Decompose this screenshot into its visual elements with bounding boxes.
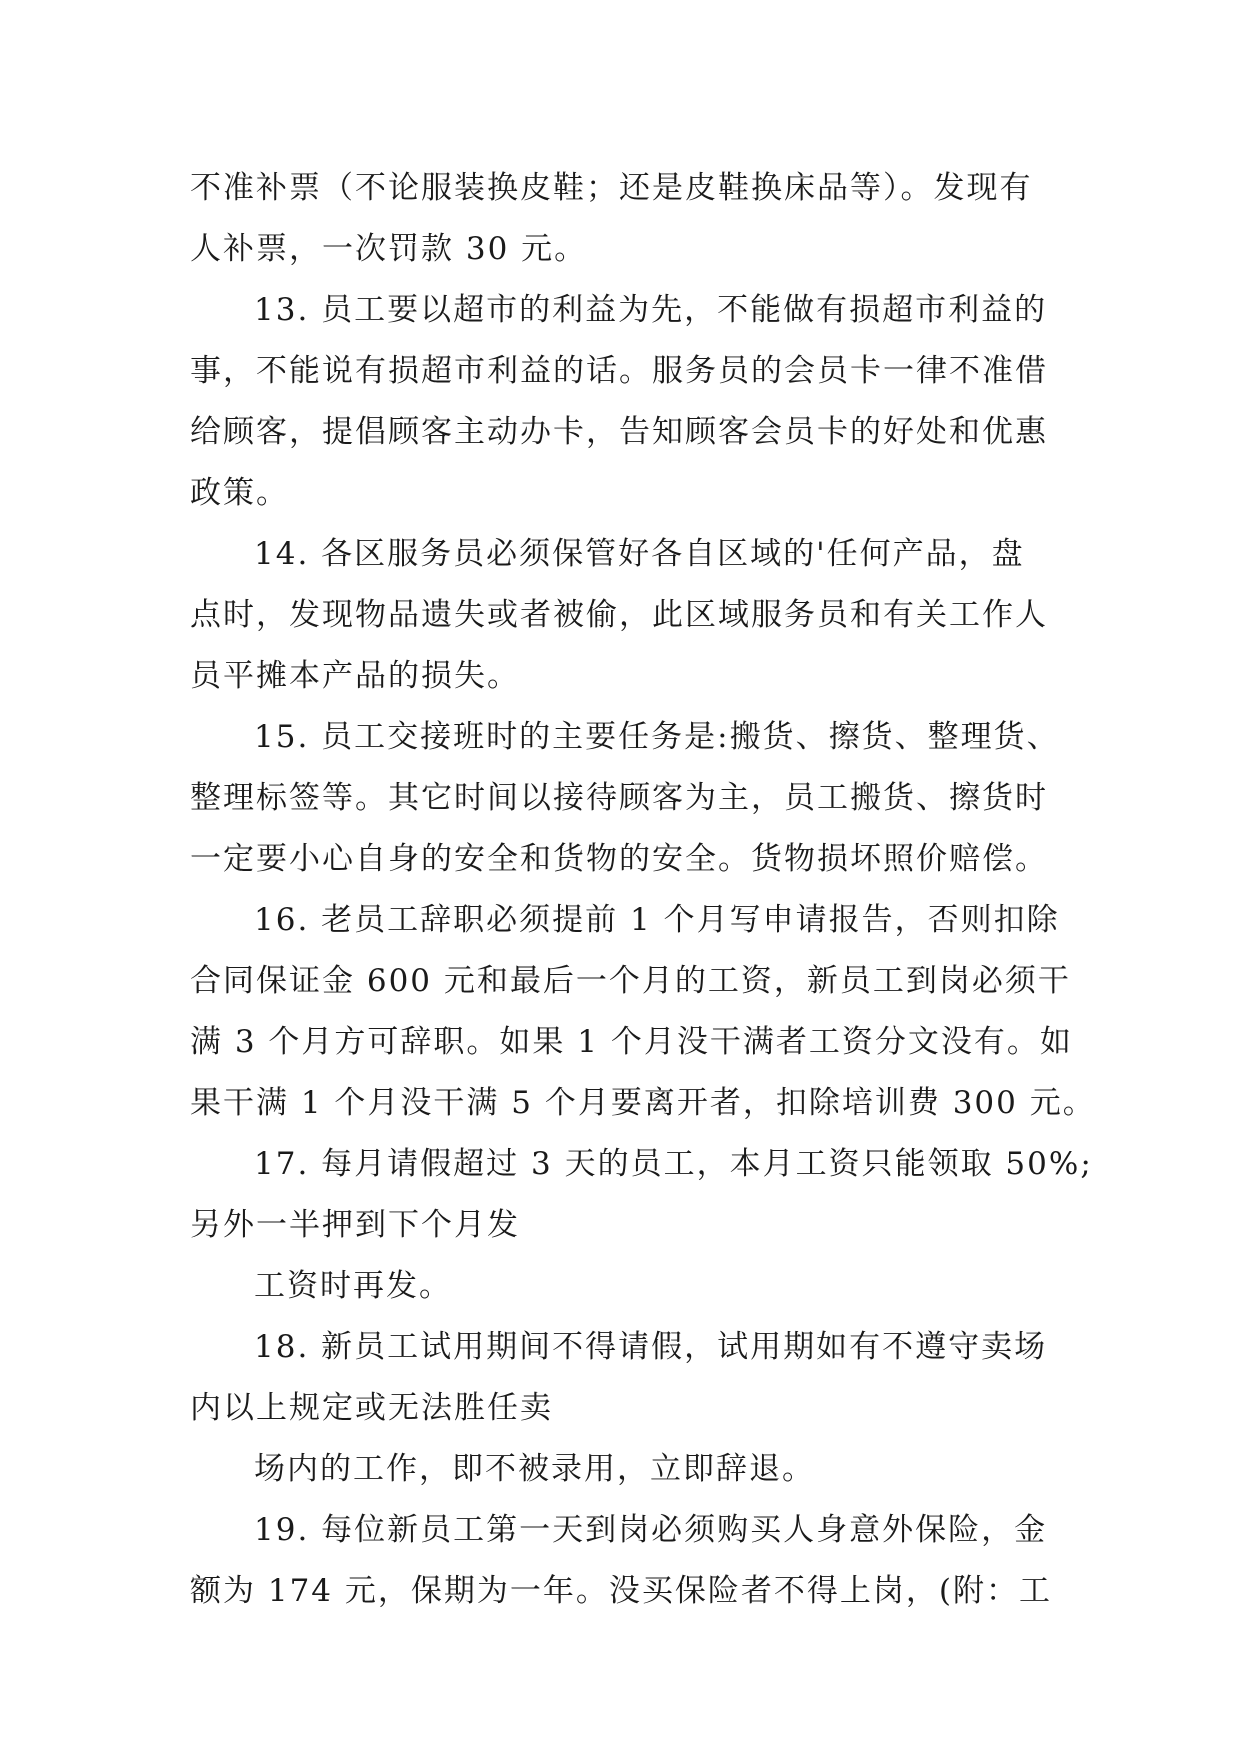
text-line: 满 3 个月方可辞职。如果 1 个月没干满者工资分文没有。如	[190, 1024, 1073, 1060]
text-line: 果干满 1 个月没干满 5 个月要离开者，扣除培训费 300 元。	[190, 1085, 1096, 1121]
text-line: 点时，发现物品遗失或者被偷，此区域服务员和有关工作人	[190, 597, 1048, 633]
text-line: 13. 员工要以超市的利益为先，不能做有损超市利益的	[254, 292, 1048, 328]
text-line: 17. 每月请假超过 3 天的员工，本月工资只能领取 50%;	[254, 1146, 1093, 1182]
text-line: 16. 老员工辞职必须提前 1 个月写申请报告，否则扣除	[254, 902, 1060, 938]
text-line: 18. 新员工试用期间不得请假，试用期如有不遵守卖场	[254, 1329, 1048, 1365]
text-line: 额为 174 元，保期为一年。没买保险者不得上岗，(附：工	[190, 1573, 1052, 1609]
text-line: 不准补票（不论服装换皮鞋；还是皮鞋换床品等）。发现有	[190, 170, 1033, 206]
document-body	[190, 158, 1096, 1622]
text-line: 14. 各区服务员必须保管好各自区域的'任何产品，盘	[254, 536, 1025, 572]
text-line: 人补票，一次罚款 30 元。	[190, 231, 588, 267]
text-line: 另外一半押到下个月发	[190, 1207, 520, 1243]
text-line: 政策。	[190, 475, 289, 511]
text-line: 整理标签等。其它时间以接待顾客为主，员工搬货、擦货时	[190, 780, 1048, 816]
text-line: 合同保证金 600 元和最后一个月的工资，新员工到岗必须干	[190, 963, 1071, 999]
text-line: 场内的工作，即不被录用，立即辞退。	[254, 1451, 815, 1487]
text-line: 15. 员工交接班时的主要任务是:搬货、擦货、整理货、	[254, 719, 1060, 755]
text-line: 一定要小心自身的安全和货物的安全。货物损坏照价赔偿。	[190, 841, 1048, 877]
text-line: 给顾客，提倡顾客主动办卡，告知顾客会员卡的好处和优惠	[190, 414, 1048, 450]
text-line: 事，不能说有损超市利益的话。服务员的会员卡一律不准借	[190, 353, 1048, 389]
text-line: 19. 每位新员工第一天到岗必须购买人身意外保险，金	[254, 1512, 1048, 1548]
text-line: 员平摊本产品的损失。	[190, 658, 520, 694]
text-line: 工资时再发。	[254, 1268, 452, 1304]
text-line: 内以上规定或无法胜任卖	[190, 1390, 553, 1426]
